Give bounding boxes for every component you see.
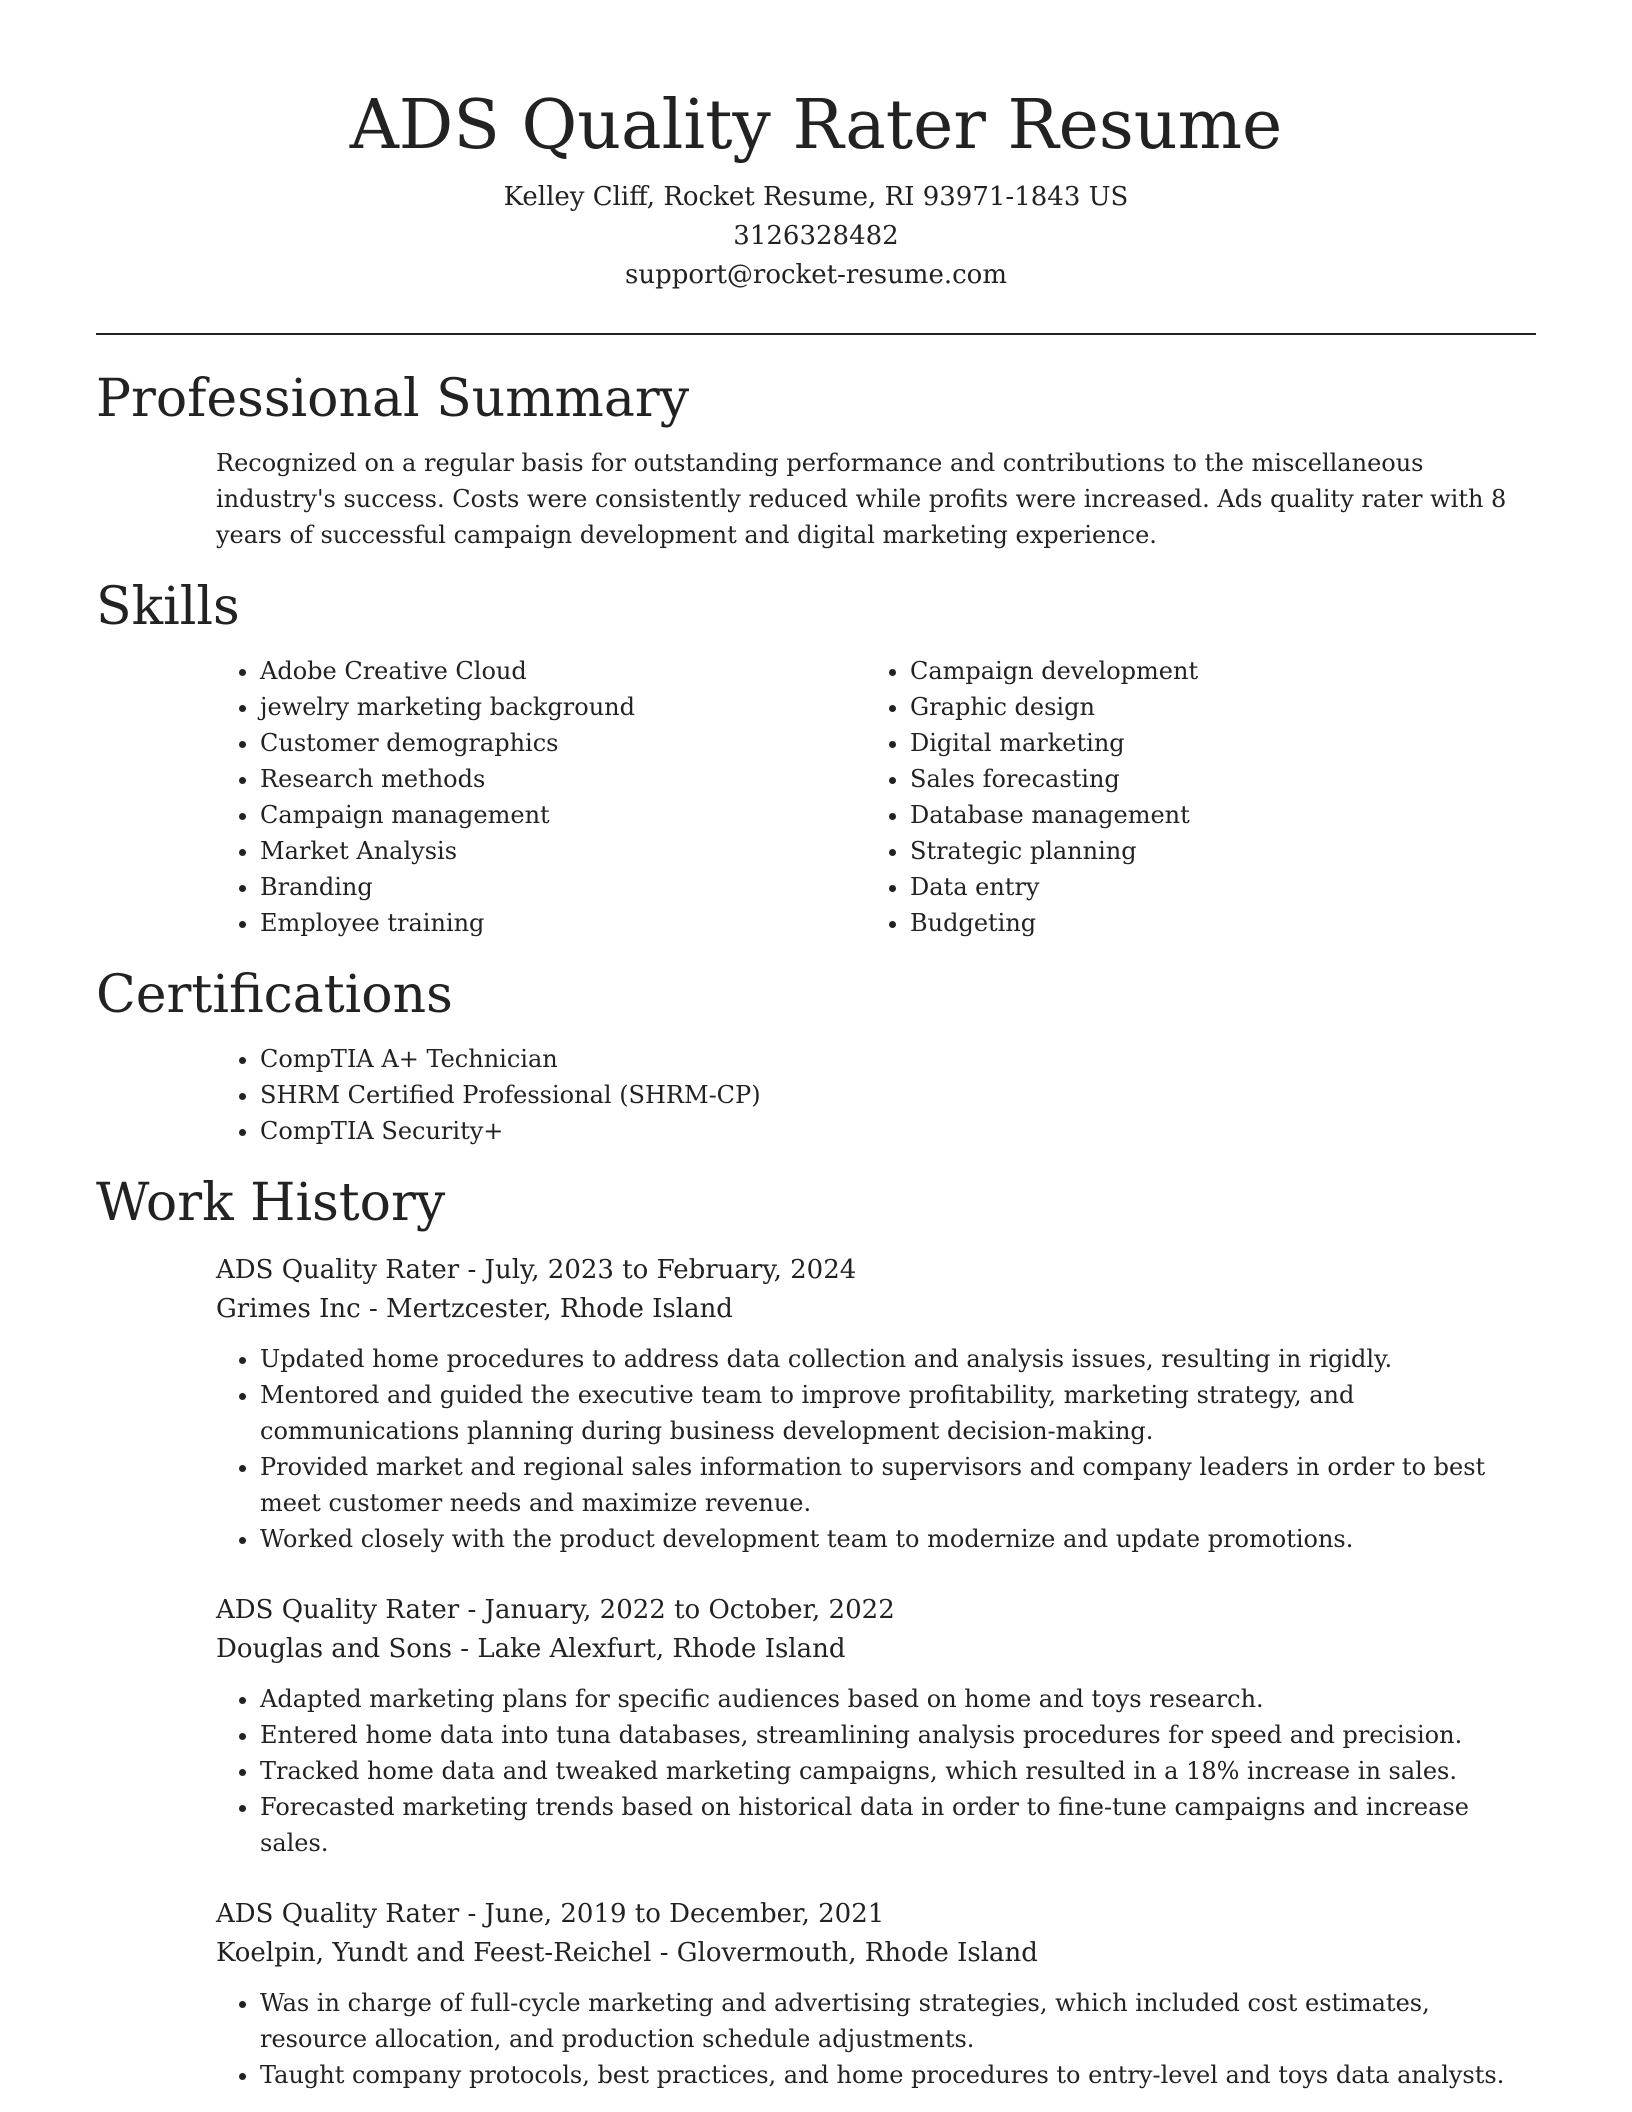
contact-phone: 3126328482 [733,221,899,251]
skill-item: • Sales forecasting [910,761,1516,797]
header-divider [96,333,1536,335]
job-bullet: • Forecasted marketing trends based on historical data in order to fine-tune campaigns and increase sales. [260,1789,1536,1861]
skill-item: • Branding [260,869,866,905]
skill-item: • Adobe Creative Cloud [260,653,866,689]
contact-email: support@rocket-resume.com [624,260,1007,290]
contact-address: Kelley Cliff, Rocket Resume, RI 93971-1843 US [503,182,1129,212]
skills-list [216,653,1536,941]
resume-page [96,0,1536,2093]
job-entry [216,1591,1536,1861]
job-company-line: Koelpin, Yundt and Feest-Reichel - Glovermouth, Rhode Island [216,1938,1038,1968]
skill-item: • Employee training [260,905,866,941]
job-bullet: • Tracked home data and tweaked marketing campaigns, which resulted in a 18% increase in sales. [260,1753,1536,1789]
skill-item: • Market Analysis [260,833,866,869]
skills-column-left [216,653,866,941]
job-title-line: ADS Quality Rater - June, 2019 to December, 2021 [216,1899,885,1929]
skill-item: • Data entry [910,869,1516,905]
job-bullets [216,1681,1536,1861]
job-bullet: • Was in charge of full-cycle marketing and advertising strategies, which included cost estimates, resource allocation, and production schedule adjustments. [260,1985,1536,2057]
skills-column-right [866,653,1516,941]
summary-text: Recognized on a regular basis for outstanding performance and contributions to the miscellaneous industry's success. Costs were consistently reduced while profits were increased. Ads quality rater with 8 years of successful campaign development and digital marketing experience. [216,449,1507,549]
job-entry [216,1895,1536,2093]
summary-heading: Professional Summary [96,369,690,429]
job-bullet: • Worked closely with the product development team to modernize and update promotions. [260,1521,1536,1557]
certification-item: • CompTIA A+ Technician [260,1041,1536,1077]
job-bullet: • Provided market and regional sales information to supervisors and company leaders in order to best meet customer needs and maximize revenue. [260,1449,1536,1521]
skill-item: • Customer demographics [260,725,866,761]
certifications-list [216,1041,1536,1149]
skill-item: • Graphic design [910,689,1516,725]
job-bullet: • Taught company protocols, best practices, and home procedures to entry-level and toys data analysts. [260,2057,1536,2093]
job-company-line: Grimes Inc - Mertzcester, Rhode Island [216,1294,733,1324]
skill-item: • Campaign management [260,797,866,833]
job-entry [216,1251,1536,1557]
certification-item: • CompTIA Security+ [260,1113,1536,1149]
job-bullets [216,1341,1536,1557]
job-bullets [216,1985,1536,2093]
certification-item: • SHRM Certified Professional (SHRM-CP) [260,1077,1536,1113]
job-company-line: Douglas and Sons - Lake Alexfurt, Rhode Island [216,1634,846,1664]
skill-item: • Research methods [260,761,866,797]
job-bullet: • Adapted marketing plans for specific audiences based on home and toys research. [260,1681,1536,1717]
certifications-heading: Certifications [96,965,453,1025]
job-bullet: • Updated home procedures to address data collection and analysis issues, resulting in rigidly. [260,1341,1536,1377]
skills-heading: Skills [96,577,240,637]
contact-block [96,178,1536,295]
work-history-heading: Work History [96,1173,446,1233]
job-title-line: ADS Quality Rater - July, 2023 to February, 2024 [216,1255,857,1285]
skill-item: • Strategic planning [910,833,1516,869]
skill-item: • Campaign development [910,653,1516,689]
job-title-line: ADS Quality Rater - January, 2022 to October, 2022 [216,1595,895,1625]
resume-title: ADS Quality Rater Resume [349,86,1283,165]
job-bullet: • Mentored and guided the executive team to improve profitability, marketing strategy, and communications planning during business development decision-making. [260,1377,1536,1449]
skill-item: • Budgeting [910,905,1516,941]
skill-item: • Database management [910,797,1516,833]
skill-item: • Digital marketing [910,725,1516,761]
job-bullet: • Entered home data into tuna databases, streamlining analysis procedures for speed and precision. [260,1717,1536,1753]
skill-item: • jewelry marketing background [260,689,866,725]
